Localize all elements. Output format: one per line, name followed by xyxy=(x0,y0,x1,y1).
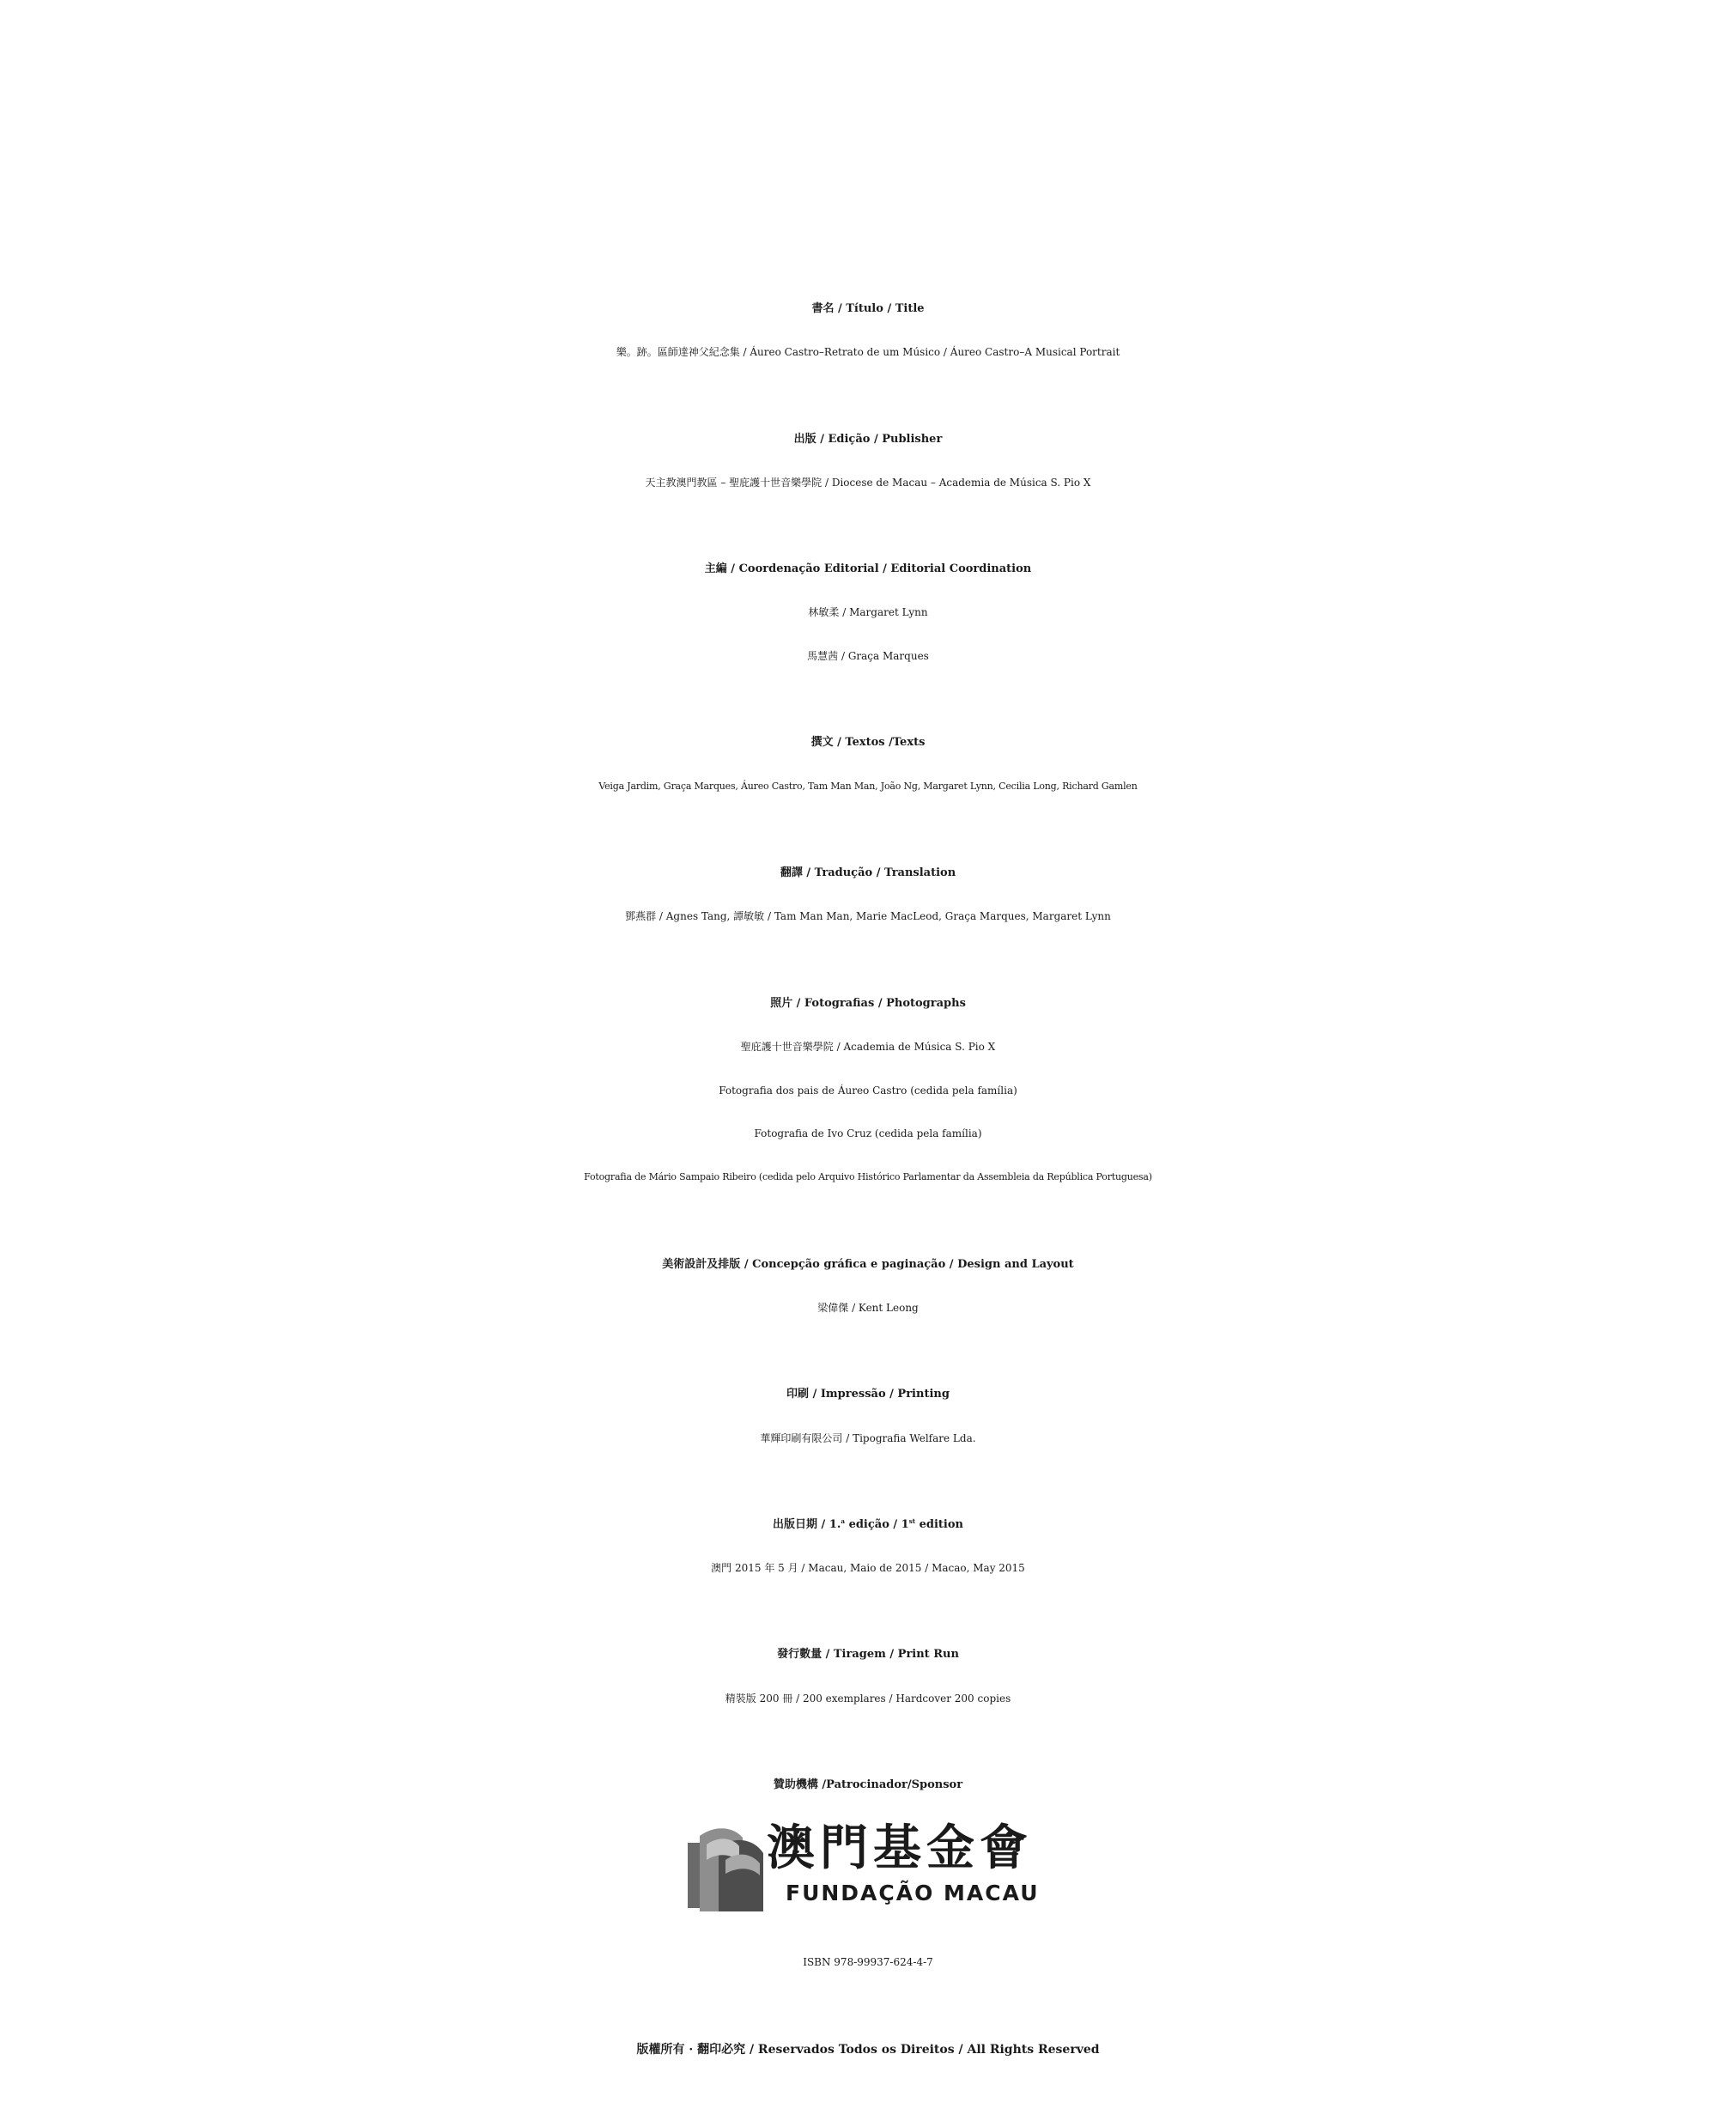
section-line-texts: Veiga Jardim, Graça Marques, Áureo Castro, Tam Man Man, João Ng, Margaret Lynn, Cecilia Long, Richard Gamlen xyxy=(598,781,1138,792)
section-line-photo-4: Fotografia de Mário Sampaio Ribeiro (cedida pelo Arquivo Histórico Parlamentar da Assembleia da República Portuguesa) xyxy=(584,1171,1152,1182)
section-line-title: 樂。跡。區師達神父紀念集 / Áureo Castro–Retrato de um Músico / Áureo Castro–A Musical Portrait xyxy=(616,346,1120,358)
section-line-editor-2: 馬慧茜 / Graça Marques xyxy=(807,650,929,662)
section-heading-editorial-coordination: 主編 / Coordenação Editorial / Editorial Coordination xyxy=(704,562,1032,575)
fundacao-macau-logo-icon xyxy=(688,1819,765,1915)
section-line-printing: 華輝印刷有限公司 / Tipografia Welfare Lda. xyxy=(760,1432,976,1444)
section-heading-texts: 撰文 / Textos /Texts xyxy=(810,736,926,749)
isbn: ISBN 978-99937-624-4-7 xyxy=(803,1956,933,1968)
section-line-publisher: 天主教澳門教區 – 聖庇護十世音樂學院 / Diocese de Macau – Academia de Música S. Pio X xyxy=(645,477,1091,489)
section-line-translation: 鄧燕群 / Agnes Tang, 譚敏敏 / Tam Man Man, Marie MacLeod, Graça Marques, Margaret Lynn xyxy=(625,910,1111,922)
edition-heading-part-b: edição / 1 xyxy=(845,1518,909,1531)
section-heading-printing: 印刷 / Impressão / Printing xyxy=(786,1388,950,1401)
section-heading-title: 書名 / Título / Title xyxy=(811,302,925,315)
section-line-editor-1: 林敏柔 / Margaret Lynn xyxy=(808,606,928,618)
edition-heading-sup-st: st xyxy=(908,1517,916,1525)
logo-latin-text: FUNDAÇÃO MACAU xyxy=(786,1881,1040,1905)
edition-heading-part-c: edition xyxy=(915,1518,963,1531)
section-line-design: 梁偉傑 / Kent Leong xyxy=(817,1302,919,1314)
rights-reserved: 版權所有 · 翻印必究 / Reservados Todos os Direitos / All Rights Reserved xyxy=(636,2043,1100,2057)
section-line-edition: 澳門 2015 年 5 月 / Macau, Maio de 2015 / Macao, May 2015 xyxy=(711,1562,1025,1574)
section-heading-sponsor: 贊助機構 /Patrocinador/Sponsor xyxy=(773,1778,963,1791)
section-line-photo-3: Fotografia de Ivo Cruz (cedida pela família) xyxy=(754,1127,982,1139)
section-heading-photographs: 照片 / Fotografias / Photographs xyxy=(770,997,966,1010)
section-line-photo-2: Fotografia dos pais de Áureo Castro (cedida pela família) xyxy=(719,1085,1017,1097)
section-heading-design-layout: 美術設計及排版 / Concepção gráfica e paginação / Design and Layout xyxy=(662,1258,1074,1271)
fundacao-macau-logo xyxy=(688,1819,1040,1915)
section-heading-translation: 翻譯 / Tradução / Translation xyxy=(780,866,956,879)
section-line-photo-1: 聖庇護十世音樂學院 / Academia de Música S. Pio X xyxy=(740,1041,996,1053)
logo-cjk-text: 澳門基金會 xyxy=(767,1820,1033,1876)
section-heading-print-run: 發行數量 / Tiragem / Print Run xyxy=(777,1648,959,1661)
edition-heading-part-a: 出版日期 / 1. xyxy=(773,1518,841,1531)
section-line-print-run: 精裝版 200 冊 / 200 exemplares / Hardcover 200 copies xyxy=(725,1692,1011,1705)
section-heading-publisher: 出版 / Edição / Publisher xyxy=(793,433,943,446)
section-heading-edition xyxy=(0,1504,1736,1547)
edition-heading-sup-a: a xyxy=(841,1517,846,1525)
